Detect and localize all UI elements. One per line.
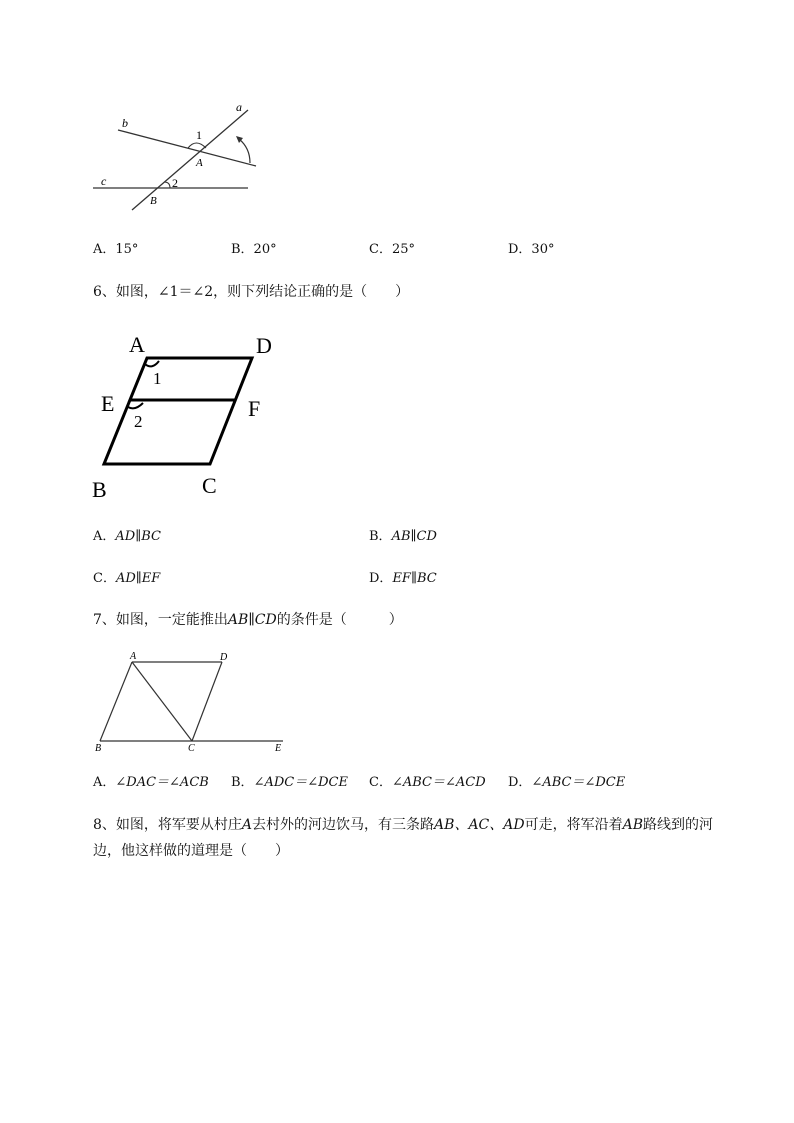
segment-dc <box>192 662 222 741</box>
label-C: C <box>188 743 195 754</box>
label-B: B <box>92 477 107 502</box>
q8-text-2: 去村外的河边饮马，有三条路 <box>252 817 435 833</box>
q6-stem: 6、如图，∠1＝∠2，则下列结论正确的是（ ） <box>93 284 410 300</box>
q7-option-a-text: ∠DAC＝∠ACB <box>115 775 209 790</box>
label-A: A <box>196 157 203 169</box>
q5-option-b: B．20° <box>231 242 277 257</box>
q7-option-a <box>93 774 209 792</box>
q6-option-b-text: AB∥CD <box>391 529 437 544</box>
label-F: F <box>248 396 261 421</box>
label-E: E <box>275 743 282 754</box>
label-a: a <box>236 100 242 114</box>
angle-2-arc <box>164 182 170 188</box>
q6-option-d-letter: D． <box>369 571 393 586</box>
label-C: C <box>202 473 217 498</box>
q7-option-d-text: ∠ABC＝∠DCE <box>531 775 626 790</box>
q8-roads: AB、AC、AD <box>434 817 525 833</box>
q7-option-b-letter: B． <box>231 775 254 790</box>
q6-option-d-text: EF∥BC <box>392 571 437 586</box>
line-b <box>118 130 256 166</box>
q7-stem-prefix: 7、如图，一定能推出 <box>93 612 228 628</box>
q6-option-c-letter: C． <box>93 571 116 586</box>
q6-option-a <box>93 528 161 546</box>
q5-option-c: C．25° <box>369 242 415 257</box>
label-D: D <box>220 652 228 663</box>
label-B: B <box>150 195 157 207</box>
label-D: D <box>256 333 272 358</box>
label-2: 2 <box>172 176 178 190</box>
label-B: B <box>95 743 102 754</box>
segment-ac <box>132 662 192 741</box>
q7-stem-suffix: 的条件是（ ） <box>276 612 403 628</box>
q7-option-c-text: ∠ABC＝∠ACD <box>391 775 486 790</box>
q6-option-c <box>93 570 160 588</box>
q7-figure <box>90 648 290 756</box>
q7-option-b-text: ∠ADC＝∠DCE <box>253 775 348 790</box>
angle-2-arc <box>128 403 143 408</box>
q7-stem <box>93 610 403 630</box>
q8-text-3: 可走，将军沿着 <box>524 817 623 833</box>
q8-text-1: 8、如图，将军要从村庄 <box>93 817 242 833</box>
q8-stem-line2: 边，他这样做的道理是（ ） <box>93 843 289 859</box>
q7-option-c-letter: C． <box>369 775 392 790</box>
q7-option-d-letter: D． <box>508 775 532 790</box>
q8-road-ab: AB <box>622 817 644 833</box>
angle-1-arc <box>188 143 206 148</box>
q7-option-a-letter: A． <box>93 775 116 790</box>
label-1: 1 <box>196 128 202 142</box>
q6-option-b <box>369 528 437 546</box>
label-A: A <box>129 332 145 357</box>
label-2: 2 <box>134 412 143 431</box>
label-c: c <box>101 174 107 188</box>
q7-option-c <box>369 774 486 792</box>
label-E: E <box>101 391 115 416</box>
q7-option-b <box>231 774 348 792</box>
q6-option-a-letter: A． <box>93 529 116 544</box>
segment-ab <box>100 662 132 741</box>
q5-option-a: A．15° <box>93 242 139 257</box>
label-1: 1 <box>153 369 162 388</box>
q6-figure <box>88 330 288 505</box>
q7-option-d <box>508 774 625 792</box>
label-A: A <box>130 651 137 662</box>
label-b: b <box>122 116 128 130</box>
q7-stem-math: AB∥CD <box>227 612 277 628</box>
parallelogram-abcd <box>104 358 252 464</box>
q6-option-d <box>369 570 437 588</box>
q8-text-4: 路线到的河 <box>643 817 714 833</box>
q5-option-d: D．30° <box>508 242 555 257</box>
rotation-arrow-icon <box>239 139 250 163</box>
q6-option-c-text: AD∥EF <box>115 571 161 586</box>
q6-option-a-text: AD∥BC <box>115 529 161 544</box>
q8-stem-line1 <box>93 815 713 835</box>
q6-option-b-letter: B． <box>369 529 392 544</box>
q8-point-a: A <box>241 817 253 833</box>
q5-figure <box>88 98 263 216</box>
angle-1-arc <box>145 361 159 366</box>
